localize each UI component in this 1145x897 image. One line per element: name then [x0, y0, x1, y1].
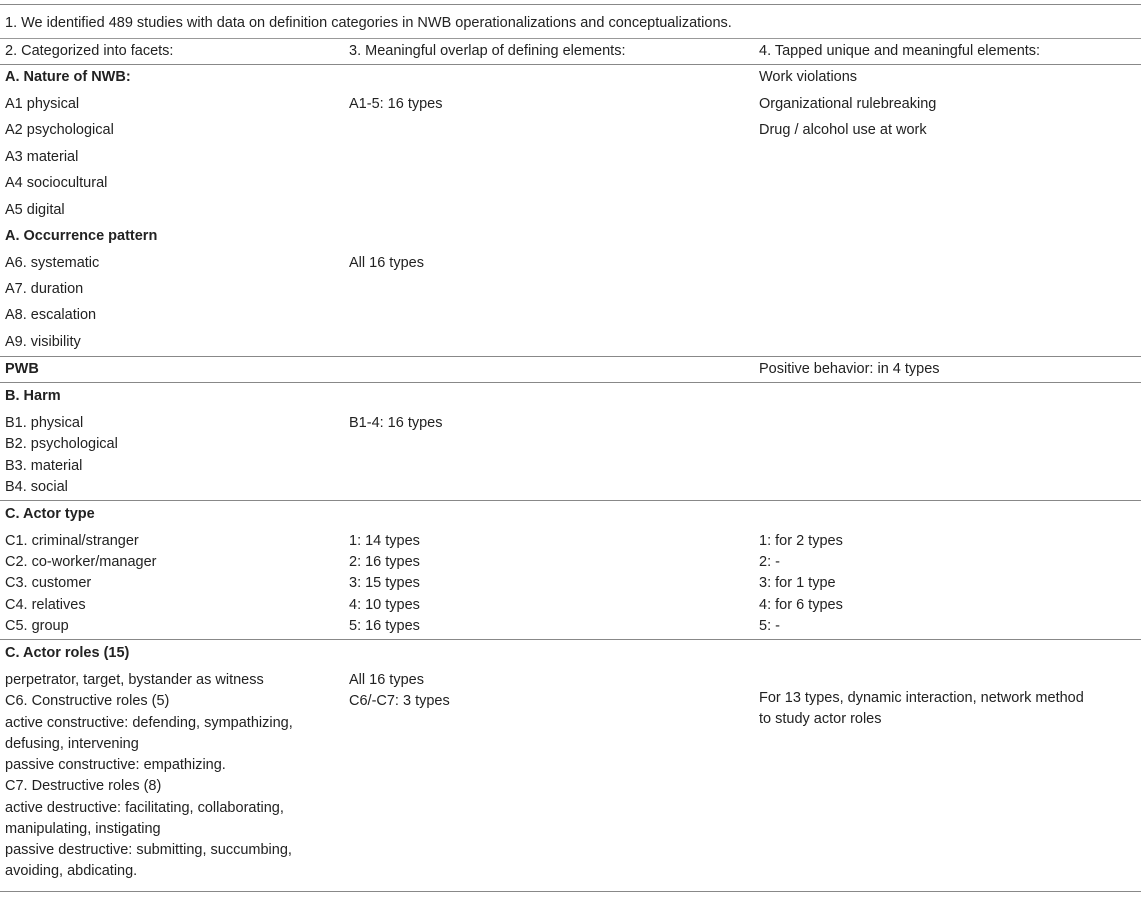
- rule-top: [0, 4, 1141, 5]
- overlap-item: 1: 14 types: [349, 533, 420, 549]
- rule-intro: [0, 38, 1141, 39]
- header-col2: 3. Meaningful overlap of defining elements:: [349, 43, 626, 59]
- section-title: PWB: [5, 361, 39, 377]
- facet-item: passive constructive: empathizing.: [5, 757, 226, 773]
- unique-item: 2: -: [759, 554, 780, 570]
- overlap-item: 5: 16 types: [349, 618, 420, 634]
- overlap-item: All 16 types: [349, 672, 424, 688]
- intro-text: 1. We identified 489 studies with data on definition categories in NWB operationalizations and conceptualizations.: [5, 15, 732, 31]
- facet-item: A5 digital: [5, 202, 65, 218]
- facet-item: avoiding, abdicating.: [5, 863, 138, 879]
- facet-item: C6. Constructive roles (5): [5, 693, 170, 709]
- facet-item: A8. escalation: [5, 307, 97, 323]
- facet-item: manipulating, instigating: [5, 821, 161, 837]
- facet-item: A9. visibility: [5, 334, 81, 350]
- facet-item: passive destructive: submitting, succumbing,: [5, 842, 292, 858]
- overlap-item: All 16 types: [349, 255, 424, 271]
- overlap-item: A1-5: 16 types: [349, 96, 443, 112]
- facet-item: C3. customer: [5, 575, 92, 591]
- facet-item: A1 physical: [5, 96, 80, 112]
- facet-item: C2. co-worker/manager: [5, 554, 157, 570]
- facet-item: A4 sociocultural: [5, 175, 108, 191]
- rule-pwb-bottom: [0, 382, 1141, 383]
- facet-item: defusing, intervening: [5, 736, 139, 752]
- unique-item: 5: -: [759, 618, 780, 634]
- facet-item: B3. material: [5, 458, 83, 474]
- section-title: C. Actor roles (15): [5, 645, 130, 661]
- facet-item: B2. psychological: [5, 436, 118, 452]
- overlap-item: B1-4: 16 types: [349, 415, 443, 431]
- unique-item: Positive behavior: in 4 types: [759, 361, 940, 377]
- section-title: A. Nature of NWB:: [5, 69, 131, 85]
- facet-item: A3 material: [5, 149, 79, 165]
- unique-item: Drug / alcohol use at work: [759, 122, 927, 138]
- rule-harm-bottom: [0, 500, 1141, 501]
- unique-item: For 13 types, dynamic interaction, network method: [759, 690, 1084, 706]
- overlap-item: C6/-C7: 3 types: [349, 693, 450, 709]
- section-title: B. Harm: [5, 388, 61, 404]
- facet-item: C4. relatives: [5, 597, 86, 613]
- facet-item: C5. group: [5, 618, 69, 634]
- section-title: C. Actor type: [5, 506, 95, 522]
- unique-item: Work violations: [759, 69, 858, 85]
- facet-item: A6. systematic: [5, 255, 100, 271]
- unique-item: to study actor roles: [759, 711, 882, 727]
- unique-item: Organizational rulebreaking: [759, 96, 937, 112]
- facet-item: B1. physical: [5, 415, 84, 431]
- facet-item: active destructive: facilitating, collaborating,: [5, 800, 284, 816]
- overlap-item: 4: 10 types: [349, 597, 420, 613]
- rule-header: [0, 64, 1141, 65]
- unique-item: 1: for 2 types: [759, 533, 843, 549]
- section-title: A. Occurrence pattern: [5, 228, 158, 244]
- unique-item: 3: for 1 type: [759, 575, 836, 591]
- header-col1: 2. Categorized into facets:: [5, 43, 174, 59]
- facet-item: A2 psychological: [5, 122, 114, 138]
- facet-item: C7. Destructive roles (8): [5, 778, 162, 794]
- header-col3: 4. Tapped unique and meaningful elements:: [759, 43, 1041, 59]
- facet-item: perpetrator, target, bystander as witness: [5, 672, 264, 688]
- facet-item: A7. duration: [5, 281, 84, 297]
- rule-pwb-top: [0, 356, 1141, 357]
- unique-item: 4: for 6 types: [759, 597, 843, 613]
- rule-actor-type-bottom: [0, 639, 1141, 640]
- overlap-item: 2: 16 types: [349, 554, 420, 570]
- facet-item: C1. criminal/stranger: [5, 533, 139, 549]
- facet-item: B4. social: [5, 479, 68, 495]
- rule-bottom: [0, 891, 1141, 892]
- facet-item: active constructive: defending, sympathizing,: [5, 715, 293, 731]
- overlap-item: 3: 15 types: [349, 575, 420, 591]
